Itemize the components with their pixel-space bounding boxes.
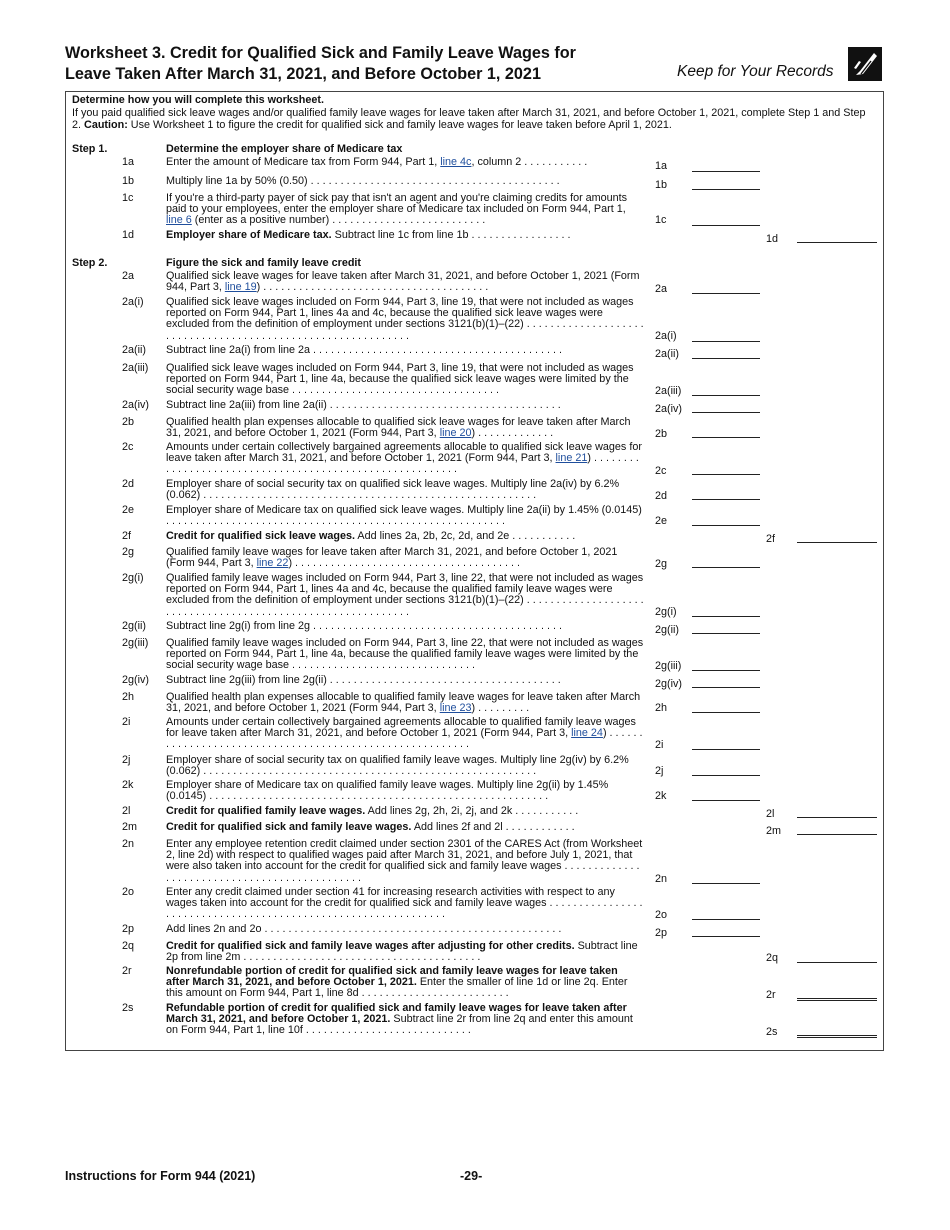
entry-label: 2g(ii) <box>655 624 679 636</box>
text-bold: Credit for qualified sick and family leave wages after adjusting for other credits. <box>166 940 575 952</box>
text-part: ) . . . . . . . . . . . . . . . . . . . . . . . . . . . . . . . . . . . . . . . . . . . . . . . . . . . . . . . . . <box>166 727 643 751</box>
line-number: 2b <box>122 416 135 428</box>
entry-field-1c[interactable] <box>692 225 760 226</box>
line-text: Qualified sick leave wages included on Form 944, Part 3, line 19, that were not included as wages reported on Form 944, Part 1, line 4a, because the qualified sick leave wages were limited by the social security wage base . . . . . . . . . . . . . . . . . . . . . . . . . . . . . . . . . . . <box>166 362 634 397</box>
entry-field-2b[interactable] <box>692 437 760 438</box>
entry-label: 2c <box>655 465 667 477</box>
line-text <box>166 157 644 168</box>
line-number: 2m <box>122 821 137 833</box>
entry-label: 2i <box>655 739 664 751</box>
entry-label: 2g(i) <box>655 606 677 618</box>
title-line-2: Leave Taken After March 31, 2021, and Before October 1, 2021 <box>65 65 541 83</box>
pen-in-box-icon <box>848 47 882 81</box>
line-number: 2l <box>122 805 131 817</box>
entry-label: 2s <box>766 1026 778 1038</box>
line-text: Enter any employee retention credit claimed under section 2301 of the CARES Act (from Worksheet 2, line 2d) with respect to qualified wages paid after March 31, 2021, and before July 1, 2021, that were also taken into account for the credit for qualified sick and family leave wages . . . . . . . . . . . . . . . . . . . . . . . . . . . . . . . . . . . . . . . . . . . . . . <box>166 838 643 884</box>
line-text: Multiply line 1a by 50% (0.50) . . . . . . . . . . . . . . . . . . . . . . . . . . . . . . . . . . . . . . . . . . <box>166 175 560 187</box>
line-number: 2i <box>122 716 131 728</box>
line-text: Subtract line 2g(i) from line 2g . . . . . . . . . . . . . . . . . . . . . . . . . . . . . . . . . . . . . . . . . . <box>166 620 563 632</box>
step2-heading: Figure the sick and family leave credit <box>166 257 362 269</box>
line-text: Qualified family leave wages included on Form 944, Part 3, line 22, that were not included as wages reported on Form 944, Part 1, lines 4a and 4c, because the qualified family leave wages were excluded from the definition of employment under sections 3121(b)(1)–(22) . . . . . . . . . . . . . . . . . . . . . . . . . . . . . . . . . . . . . . . . . . . . . . . . . . . . . . . . . . . . . <box>166 572 644 618</box>
text-part: Subtract line 2r from line 2q and enter this amount on Form 944, Part 1, line 10f . . . . . . . . . . . . . . . . . . . . . . . . . . . . <box>166 1013 633 1037</box>
step2-label: Step 2. <box>72 257 108 269</box>
text-part: Add lines 2g, 2h, 2i, 2j, and 2k . . . . . . . . . . . <box>365 805 579 817</box>
text-part: ) . . . . . . . . . <box>471 702 530 715</box>
step1-heading: Determine the employer share of Medicare tax <box>166 143 403 155</box>
entry-label: 2a(iii) <box>655 385 682 397</box>
entry-field-2gii[interactable] <box>692 633 760 634</box>
entry-field-2i[interactable] <box>692 749 760 750</box>
entry-field-2ai[interactable] <box>692 341 760 342</box>
text-part: ) . . . . . . . . . . . . . . . . . . . . . . . . . . . . . . . . . . . . . . <box>256 281 489 294</box>
line-4c-link[interactable]: line 4c <box>440 156 472 168</box>
text-part: Qualified sick leave wages for leave taken after March 31, 2021, and before October 1, 2021 (Form 944, Part 3, <box>166 270 640 294</box>
line-6-link[interactable]: line 6 <box>166 214 192 227</box>
line-number: 2g <box>122 546 135 558</box>
entry-label: 2o <box>655 909 668 921</box>
entry-label: 2d <box>655 490 668 502</box>
text-part: If you're a third-party payer of sick pay that isn't an agent and you're claiming credits for amounts paid to your employees, enter the employer share of Medicare tax included on Form 944, Part 1, <box>166 192 628 216</box>
text-part: Subtract line 1c from line 1b . . . . . . . . . . . . . . . . . <box>331 229 571 241</box>
line-text: Qualified family leave wages included on Form 944, Part 3, line 22, that were not included as wages reported on Form 944, Part 1, line 4a, because the qualified family leave wages were limited by the social security wage base . . . . . . . . . . . . . . . . . . . . . . . . . . . . . . . <box>166 637 644 672</box>
intro-text-a: If you paid qualified sick leave wages and/or qualified family leave wages for leave taken after March 31, 2021, and before October 1, 2021, complete Step 1 and Step 2. <box>72 106 866 131</box>
entry-field-2f[interactable] <box>797 542 877 543</box>
entry-label: 2n <box>655 873 668 885</box>
line-number: 2d <box>122 478 135 490</box>
text-part: Qualified health plan expenses allocable to qualified family leave wages for leave taken after March 31, 2021, and before October 1, 2021 (Form 944, Part 3, <box>166 691 641 715</box>
line-number: 2a(iv) <box>122 399 149 411</box>
line-text: Subtract line 2g(iii) from line 2g(ii) . . . . . . . . . . . . . . . . . . . . . . . . . . . . . . . . . . . . . . . <box>166 674 561 686</box>
entry-label: 2f <box>766 533 776 545</box>
text-bold: Employer share of Medicare tax. <box>166 229 332 241</box>
line-text: Qualified sick leave wages included on Form 944, Part 3, line 19, that were not included as wages reported on Form 944, Part 1, lines 4a and 4c, because the qualified sick leave wages were excluded from the definition of employment under sections 3121(b)(1)–(22) . . . . . . . . . . . . . . . . . . . . . . . . . . . . . . . . . . . . . . . . . . . . . . . . . . . . . . . . . . . . . <box>166 296 644 342</box>
line-text: Subtract line 2a(i) from line 2a . . . . . . . . . . . . . . . . . . . . . . . . . . . . . . . . . . . . . . . . . . <box>166 344 563 356</box>
text-part: Qualified health plan expenses allocable to qualified sick leave wages for leave taken after March 31, 2021, and before October 1, 2021 (Form 944, Part 3, <box>166 416 631 440</box>
line-number: 2g(iv) <box>122 674 149 686</box>
line-number: 2n <box>122 838 135 850</box>
line-number: 2c <box>122 441 134 453</box>
step1-label: Step 1. <box>72 143 108 155</box>
line-22-link[interactable]: line 22 <box>256 557 289 570</box>
entry-label: 2g <box>655 558 668 570</box>
text-bold: Credit for qualified sick leave wages. <box>166 530 356 542</box>
line-number: 2e <box>122 504 135 516</box>
line-text <box>166 442 644 476</box>
text-part: Add lines 2f and 2l . . . . . . . . . . . . <box>411 821 575 833</box>
entry-field-2n[interactable] <box>692 883 760 884</box>
entry-field-1d[interactable] <box>797 242 877 243</box>
entry-field-2l[interactable] <box>797 817 877 818</box>
line-text <box>166 193 644 227</box>
text-part: (enter as a positive number) . . . . . . . . . . . . . . . . . . . . . . . . . . <box>191 214 486 227</box>
text-part: Amounts under certain collectively bargained agreements allocable to qualified family leave wages for leave taken after March 31, 2021, and before October 1, 2021 (Form 944, Part 3, <box>166 716 636 740</box>
line-text <box>166 531 644 542</box>
line-24-link[interactable]: line 24 <box>571 727 603 740</box>
entry-label: 2a(i) <box>655 330 677 342</box>
line-text <box>166 966 644 1000</box>
line-text <box>166 230 644 241</box>
line-number: 2g(i) <box>122 572 144 584</box>
entry-field-2aii[interactable] <box>692 358 760 359</box>
entry-label: 2l <box>766 808 775 820</box>
entry-label: 2g(iv) <box>655 678 682 690</box>
line-number: 2f <box>122 530 132 542</box>
line-number: 2a(ii) <box>122 344 146 356</box>
entry-field-2a[interactable] <box>692 293 760 294</box>
text-part: Add lines 2a, 2b, 2c, 2d, and 2e . . . . . . . . . . . <box>355 530 576 542</box>
text-part: , column 2 . . . . . . . . . . . <box>471 156 588 168</box>
intro-text-b: Use Worksheet 1 to figure the credit for qualified sick and family leave wages for leave taken before April 1, 2021. <box>127 119 672 131</box>
line-number: 2q <box>122 940 135 952</box>
entry-field-2s[interactable] <box>797 1035 877 1038</box>
entry-label: 2e <box>655 515 668 527</box>
line-number: 2k <box>122 779 134 791</box>
line-number: 1d <box>122 229 135 241</box>
line-text: Employer share of social security tax on qualified family leave wages. Multiply line 2g(iv) by 6.2% (0.062) . . . . . . . . . . . . . . . . . . . . . . . . . . . . . . . . . . . . . . . . . . . . . . . . . . . . . . . . <box>166 754 629 778</box>
line-number: 2o <box>122 886 135 898</box>
entry-label: 2a(iv) <box>655 403 682 415</box>
text-part: ) . . . . . . . . . . . . . <box>471 427 554 440</box>
line-text <box>166 417 644 439</box>
entry-label: 1d <box>766 233 779 245</box>
line-text: Employer share of social security tax on qualified sick leave wages. Multiply line 2a(iv) by 6.2% (0.062) . . . . . . . . . . . . . . . . . . . . . . . . . . . . . . . . . . . . . . . . . . . . . . . . . . . . . . . . <box>166 478 620 502</box>
entry-field-1a[interactable] <box>692 171 760 172</box>
entry-label: 2a <box>655 283 668 295</box>
entry-label: 2k <box>655 790 667 802</box>
keep-for-records: Keep for Your Records <box>677 63 834 80</box>
line-number: 2r <box>122 965 132 977</box>
entry-field-2aiii[interactable] <box>692 395 760 396</box>
line-text <box>166 692 644 714</box>
text-part: ) . . . . . . . . . . . . . . . . . . . . . . . . . . . . . . . . . . . . . . . . . . . . . . . . . . . . . . . . . <box>166 452 639 476</box>
entry-field-2giv[interactable] <box>692 687 760 688</box>
line-number: 2a <box>122 270 135 282</box>
line-21-link[interactable]: line 21 <box>555 452 588 465</box>
entry-label: 2g(iii) <box>655 660 682 672</box>
entry-field-2aiv[interactable] <box>692 412 760 413</box>
entry-label: 2q <box>766 952 779 964</box>
entry-field-2e[interactable] <box>692 525 760 526</box>
caution-label: Caution: <box>84 119 128 131</box>
entry-label: 2m <box>766 825 781 837</box>
line-text <box>166 1003 644 1037</box>
text-bold: Credit for qualified family leave wages. <box>166 805 366 817</box>
entry-field-2gi[interactable] <box>692 616 760 617</box>
line-text <box>166 547 644 569</box>
line-number: 2h <box>122 691 135 703</box>
entry-label: 2h <box>655 702 668 714</box>
entry-field-1b[interactable] <box>692 189 760 190</box>
line-number: 2a(i) <box>122 296 144 308</box>
text-part: Qualified family leave wages for leave taken after March 31, 2021, and before October 1, 2021 (Form 944, Part 3, <box>166 546 618 570</box>
line-20-link[interactable]: line 20 <box>439 427 472 440</box>
line-text: Employer share of Medicare tax on qualified family leave wages. Multiply line 2g(ii) by 1.45% (0.0145) . . . . . . . . . . . . . . . . . . . . . . . . . . . . . . . . . . . . . . . . . . . . . . . . . . . . . . . . . <box>166 779 609 803</box>
line-text <box>166 822 644 833</box>
intro-heading: Determine how you will complete this worksheet. <box>72 94 324 106</box>
entry-field-2q[interactable] <box>797 962 877 963</box>
line-text <box>166 941 644 963</box>
line-number: 2a(iii) <box>122 362 149 374</box>
line-text: Subtract line 2a(iii) from line 2a(ii) . . . . . . . . . . . . . . . . . . . . . . . . . . . . . . . . . . . . . . . <box>166 399 561 411</box>
entry-label: 1b <box>655 179 668 191</box>
entry-field-2c[interactable] <box>692 474 760 475</box>
intro-text <box>72 107 872 132</box>
worksheet-title <box>65 43 665 85</box>
text-part: Enter the smaller of line 1d or line 2q. Enter this amount on Form 944, Part 1, line 8d . . . . . . . . . . . . . . . . . . . . . . . . . <box>166 976 628 1000</box>
line-number: 2s <box>122 1002 134 1014</box>
line-text <box>166 271 644 293</box>
title-line-1: Worksheet 3. Credit for Qualified Sick and Family Leave Wages for <box>65 44 576 62</box>
line-number: 1a <box>122 156 135 168</box>
entry-label: 2p <box>655 927 668 939</box>
line-23-link[interactable]: line 23 <box>439 702 472 715</box>
entry-field-2p[interactable] <box>692 936 760 937</box>
footer-form-name: Instructions for Form 944 (2021) <box>65 1169 256 1183</box>
entry-field-2g[interactable] <box>692 567 760 568</box>
entry-label: 2j <box>655 765 664 777</box>
entry-field-2m[interactable] <box>797 834 877 835</box>
line-number: 2g(iii) <box>122 637 149 649</box>
entry-label: 1c <box>655 214 667 226</box>
intro-block <box>72 94 872 132</box>
entry-label: 2r <box>766 989 776 1001</box>
line-text: Add lines 2n and 2o . . . . . . . . . . . . . . . . . . . . . . . . . . . . . . . . . . . . . . . . . . . . . . . . . . <box>166 923 562 935</box>
entry-field-2r[interactable] <box>797 998 877 1001</box>
line-19-link[interactable]: line 19 <box>224 281 257 294</box>
line-text <box>166 717 644 751</box>
line-number: 2p <box>122 923 135 935</box>
entry-label: 1a <box>655 160 668 172</box>
entry-field-2h[interactable] <box>692 712 760 713</box>
text-part: Amounts under certain collectively bargained agreements allocable to qualified sick leave wages for leave taken after March 31, 2021, and before October 1, 2021 (Form 944, Part 3, <box>166 441 642 465</box>
entry-label: 2b <box>655 428 668 440</box>
line-text: Employer share of Medicare tax on qualified sick leave wages. Multiply line 2a(ii) by 1.45% (0.0145) . . . . . . . . . . . . . . . . . . . . . . . . . . . . . . . . . . . . . . . . . . . . . . . . . . . . . . . . . <box>166 504 642 528</box>
line-number: 2g(ii) <box>122 620 146 632</box>
page-number: -29- <box>460 1169 483 1183</box>
text-part: Enter the amount of Medicare tax from Form 944, Part 1, <box>166 156 441 168</box>
text-bold: Refundable portion of credit for qualified sick and family leave wages for leave taken after March 31, 2021, and before October 1, 2021. <box>166 1002 627 1026</box>
line-number: 1b <box>122 175 135 187</box>
entry-field-2giii[interactable] <box>692 670 760 671</box>
text-bold: Nonrefundable portion of credit for qualified sick and family leave wages for leave taken after March 31, 2021, and before October 1, 2021. <box>166 965 618 989</box>
entry-field-2k[interactable] <box>692 800 760 801</box>
line-text <box>166 806 644 817</box>
line-number: 2j <box>122 754 131 766</box>
text-part: ) . . . . . . . . . . . . . . . . . . . . . . . . . . . . . . . . . . . . . . <box>288 557 521 570</box>
entry-label: 2a(ii) <box>655 348 679 360</box>
line-text: Enter any credit claimed under section 41 for increasing research activities with respect to any wages taken into account for the credit for qualified sick and family leave wages . . . . . . . . . . . . . . . . . . . . . . . . . . . . . . . . . . . . . . . . . . . . . . . . . . . . . . . . . . . . . . . <box>166 886 643 921</box>
text-part: Subtract line 2p from line 2m . . . . . . . . . . . . . . . . . . . . . . . . . . . . . . . . . . . . . . . . <box>166 940 638 964</box>
text-bold: Credit for qualified sick and family leave wages. <box>166 821 412 833</box>
entry-field-2o[interactable] <box>692 919 760 920</box>
entry-field-2j[interactable] <box>692 775 760 776</box>
entry-field-2d[interactable] <box>692 499 760 500</box>
line-number: 1c <box>122 192 134 204</box>
